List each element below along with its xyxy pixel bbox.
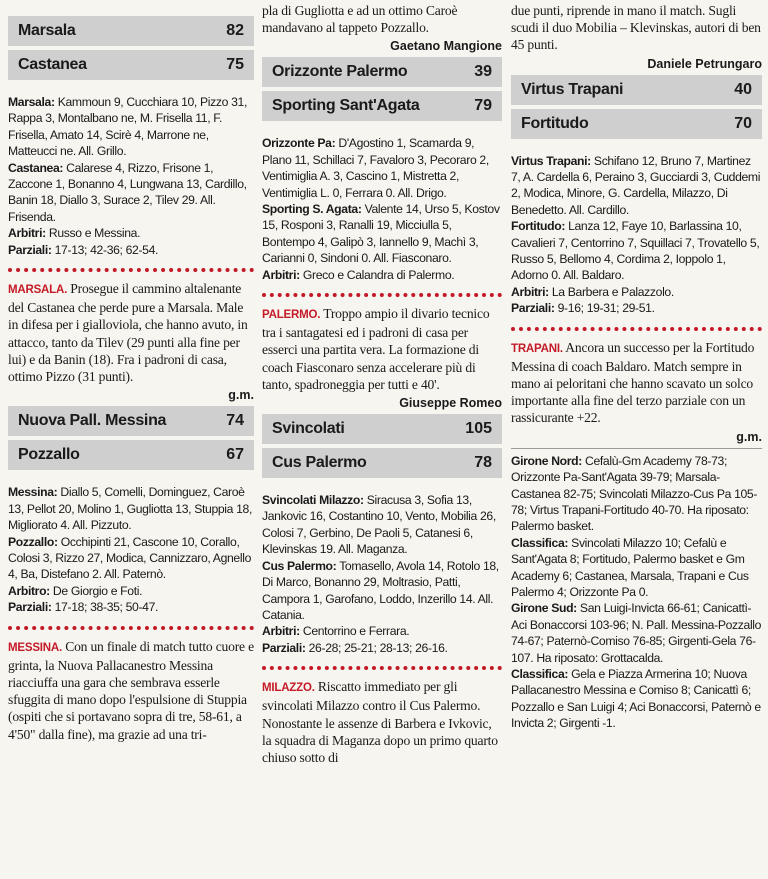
standings-south — [511, 666, 762, 732]
team-score: 67 — [226, 446, 244, 464]
lineup-text: Siracusa 3, Sofia 13, Jankovic 16, Costantino 10, Vento, Mobilia 26, Colosi 7, Gerbino, De Paoli 5, Catanesi 6, Klevinskas 19. All. Maganza. — [262, 493, 496, 557]
scoreboard-row — [8, 406, 254, 436]
team-name: Orizzonte Palermo — [272, 63, 408, 81]
lineup-label: Virtus Trapani: — [511, 153, 591, 168]
scoreboard-row — [511, 109, 762, 139]
summary-label: Classifica: — [511, 666, 569, 681]
team-score: 39 — [474, 63, 492, 81]
story-text: Riscatto immediato per gli svincolati Milazzo contro il Cus Palermo. Nonostante le assenze di Barbera e Ivkovic, la squadra di Maganza dopo un primo quarto chiuso sotto di — [262, 679, 498, 765]
story-author: Daniele Petrungaro — [647, 56, 762, 71]
scoreboard-row — [8, 50, 254, 80]
summary-text: Cefalù-Gm Academy 78-73; Orizzonte Pa-Sant'Agata 39-79; Marsala-Castanea 82-75; Svincolati Milazzo-Cus Pa 105-78; Virtus Trapani-Fortitudo 40-70. Ha riposato: Palermo basket. — [511, 453, 758, 534]
match-story — [262, 678, 502, 766]
team-score: 70 — [734, 114, 752, 132]
story-text: Prosegue il cammino altalenante del Castanea che perde pure a Marsala. Male in difesa per i gialloviola, che hanno avuto, in attacco, tanto da Tilev (29 punti alla fine per lui) e da Banin (18). Fra i padroni di casa, ottimo Pizzo (31 punti). — [8, 281, 248, 385]
lineup-text: Kammoun 9, Cucchiara 10, Pizzo 31, Rappa 3, Montalbano ne, M. Frisella 11, F. Frisella, Amato 14, Scirè 4, Marrone ne, Matteucci ne. All. Grillo. — [8, 95, 247, 159]
column-3 — [511, 0, 762, 879]
story-text: Troppo ampio il divario tecnico tra i santagatesi ed i padroni di casa per esserci una partita vera. La formazione di coach Fiasconaro senza accelerare più di tanto, spadroneggia per tutti e 40'. — [262, 306, 490, 392]
story-text: pla di Gugliotta e ad un ottimo Caroè mandavano al tappeto Pozzallo. — [262, 3, 458, 36]
lineup-label: Svincolati Milazzo: — [262, 493, 364, 508]
referees-label: Arbitri: — [262, 267, 300, 282]
referees-text: La Barbera e Palazzolo. — [548, 284, 674, 299]
story-text: Con un finale di match tutto cuore e grinta, la Nuova Pallacanestro Messina riacciuffa una gara che sembrava esserle sfuggita di mano dopo l'espulsione di Stuppia (ospiti che si portavano sopra di tre, 58-61, a 4'50" dalla fine), ma grazie ad una tri- — [8, 638, 254, 742]
story-dateline: MILAZZO. — [262, 682, 315, 695]
story-author: g.m. — [228, 388, 254, 403]
team-name: Nuova Pall. Messina — [18, 412, 167, 430]
standings-north — [511, 535, 762, 601]
story-continuation — [511, 2, 762, 54]
referees — [262, 267, 502, 283]
team-name: Fortitudo — [521, 114, 589, 132]
scoreboard-row — [262, 414, 502, 444]
lineup-home — [8, 94, 254, 160]
story-dateline: MARSALA. — [8, 284, 68, 297]
team-score: 78 — [474, 454, 492, 472]
team-score: 79 — [474, 97, 492, 115]
partials — [8, 599, 254, 615]
section-divider — [262, 293, 502, 297]
partials-label: Parziali: — [8, 600, 52, 615]
lineup-text: Lanza 12, Faye 10, Barlassina 10, Cavalieri 7, Centorrino 7, Squillaci 7, Trovatello 5, Russo 5, Bellomo 4, Cordima 2, Ioppolo 1, Adorno 0. All. Baldaro. — [511, 219, 760, 283]
scoreboard-row — [8, 440, 254, 470]
scoreboard-row — [262, 57, 502, 87]
referees — [262, 623, 502, 639]
summary-label: Girone Nord: — [511, 453, 582, 468]
partials-text: 9-16; 19-31; 29-51. — [554, 301, 655, 316]
referees-label: Arbitri: — [262, 624, 300, 639]
team-name: Svincolati — [272, 420, 345, 438]
story-author: Gaetano Mangione — [390, 39, 502, 54]
partials-text: 17-13; 42-36; 62-54. — [51, 242, 159, 257]
lineup-text: Diallo 5, Comelli, Dominguez, Caroè 13, Pellot 20, Molino 1, Gugliotta 13, Stuppia 18, Migliorato 4. All. Pizzuto. — [8, 485, 253, 533]
referees-text: De Giorgio e Foti. — [49, 583, 143, 598]
match-story — [511, 339, 762, 427]
referees — [8, 583, 254, 599]
story-dateline: TRAPANI. — [511, 342, 563, 355]
lineup-text: Calarese 4, Rizzo, Frisone 1, Zaccone 1, Bonanno 4, Lungwana 13, Cardillo, Banin 18, Diallo 3, Surace 2, Tilev 29. All. Frisenda. — [8, 160, 247, 224]
story-author: g.m. — [736, 429, 762, 444]
summary-text: Gela e Piazza Armerina 10; Nuova Pallacanestro Messina e Comiso 8; Canicattì 6; Pozzallo e San Luigi 4; Aci Bonaccorsi, Paternò e Invicta 2; Girgenti -1. — [511, 666, 761, 731]
lineup-home — [262, 135, 502, 201]
team-name: Sporting Sant'Agata — [272, 97, 420, 115]
match-story — [8, 638, 254, 743]
lineup-home — [8, 484, 254, 533]
partials-text: 17-18; 38-35; 50-47. — [51, 600, 159, 615]
team-name: Marsala — [18, 22, 76, 39]
lineup-label: Castanea: — [8, 160, 64, 175]
team-name: Cus Palermo — [272, 454, 367, 472]
team-name: Castanea — [18, 56, 87, 73]
section-divider — [511, 327, 762, 331]
lineup-label: Fortitudo: — [511, 219, 566, 234]
story-dateline: MESSINA. — [8, 641, 62, 654]
team-score: 105 — [465, 420, 492, 438]
team-score: 75 — [226, 56, 244, 73]
story-author: Giuseppe Romeo — [399, 396, 502, 411]
summary-label: Classifica: — [511, 535, 569, 550]
match-story — [8, 280, 254, 385]
lineup-label: Marsala: — [8, 95, 55, 109]
team-score: 40 — [734, 80, 752, 98]
lineup-home — [511, 153, 762, 219]
scoreboard-row — [262, 448, 502, 478]
referees-label: Arbitri: — [511, 284, 549, 299]
section-divider — [262, 666, 502, 670]
partials-text: 26-28; 25-21; 28-13; 26-16. — [305, 640, 448, 655]
story-continuation — [262, 2, 502, 36]
lineup-text: Tomasello, Avola 14, Rotolo 18, Di Marco, Bonanno 29, Moltrasio, Patti, Campora 1, Garofano, Loddo, Inzerillo 14. All. Catania. — [262, 558, 499, 622]
section-divider — [8, 626, 254, 630]
lineup-label: Messina: — [8, 485, 58, 500]
match-story — [262, 305, 502, 393]
referees — [8, 225, 254, 241]
partials-label: Parziali: — [262, 640, 306, 655]
lineup-text: D'Agostino 1, Scamarda 9, Plano 11, Schillaci 7, Favaloro 3, Pecoraro 2, Ventimiglia A. 3, Cascino 1, Mistretta 2, Ventimiglia L. 0, Ferrara 0. All. Drigo. — [262, 136, 489, 200]
partials — [8, 242, 254, 258]
summary-text: San Luigi-Invicta 66-61; Canicattì-Aci Bonaccorsi 103-96; N. Pall. Messina-Pozzallo 74-67; Paternò-Comiso 76-85; Girgenti-Gela 76-107. Ha riposato: Grottacalda. — [511, 601, 762, 665]
summary-label: Girone Sud: — [511, 601, 577, 616]
section-divider — [511, 448, 762, 449]
story-dateline: PALERMO. — [262, 309, 321, 322]
story-text: Ancora un successo per la Fortitudo Messina di coach Baldaro. Match sempre in mano ai peloritani che hanno scavato un solco importante alla fine del terzo parziale con un rassicurante +22. — [511, 339, 755, 426]
lineup-text: Valente 14, Urso 5, Kostov 15, Rosponi 3, Ranalli 19, Micciulla 5, Bontempo 4, Galipò 3, Iannello 9, Machì 3, Carianni 0, Sindoni 0. All. Fiasconaro. — [262, 202, 500, 266]
lineup-away — [8, 160, 254, 226]
group-results-north — [511, 453, 762, 535]
column-2 — [262, 0, 502, 879]
scoreboard-row — [262, 91, 502, 121]
referees-text: Russo e Messina. — [45, 226, 141, 241]
lineup-label: Cus Palermo: — [262, 558, 337, 573]
team-name: Pozzallo — [18, 446, 80, 464]
referees-label: Arbitri: — [8, 226, 46, 241]
lineup-text: Schifano 12, Bruno 7, Martinez 7, A. Cardella 6, Peraino 3, Gucciardi 3, Cuddemi 2, Modica, Minore, G. Cardella, Milazzo, Di Benedetto. All. Cardillo. — [511, 153, 761, 217]
lineup-away — [511, 218, 762, 284]
lineup-text: Occhipinti 21, Cascone 10, Corallo, Colosi 3, Rizzo 27, Modica, Cannizzaro, Agnello 4, Ba, Distefano 2. All. Paternò. — [8, 534, 252, 582]
referees-label: Arbitro: — [8, 583, 50, 598]
referees-text: Centorrino e Ferrara. — [299, 624, 410, 639]
column-1 — [8, 0, 254, 879]
team-name: Virtus Trapani — [521, 80, 624, 98]
referees-text: Greco e Calandra di Palermo. — [299, 267, 455, 282]
scoreboard-row — [511, 75, 762, 105]
team-score: 82 — [226, 22, 244, 39]
partials — [511, 300, 762, 316]
partials-label: Parziali: — [8, 242, 52, 257]
story-text: due punti, riprende in mano il match. Sugli scudi il duo Mobilia – Klevinskas, autori di ben 45 punti. — [511, 3, 761, 53]
lineup-label: Orizzonte Pa: — [262, 136, 336, 151]
summary-text: Svincolati Milazzo 10; Cefalù e Sant'Agata 8; Fortitudo, Palermo basket e Gm Academy 6; Castanea, Marsala, Trapani e Cus Palermo 4; Orizzonte Pa 0. — [511, 535, 749, 599]
group-results-south — [511, 600, 762, 666]
referees — [511, 284, 762, 300]
section-divider — [8, 268, 254, 272]
lineup-label: Pozzallo: — [8, 534, 58, 549]
lineup-label: Sporting S. Agata: — [262, 202, 362, 217]
scoreboard-row — [8, 16, 254, 46]
partials — [262, 640, 502, 656]
partials-label: Parziali: — [511, 301, 555, 316]
lineup-home — [262, 492, 502, 558]
lineup-away — [262, 201, 502, 267]
team-score: 74 — [226, 412, 244, 430]
lineup-away — [262, 558, 502, 624]
lineup-away — [8, 534, 254, 583]
